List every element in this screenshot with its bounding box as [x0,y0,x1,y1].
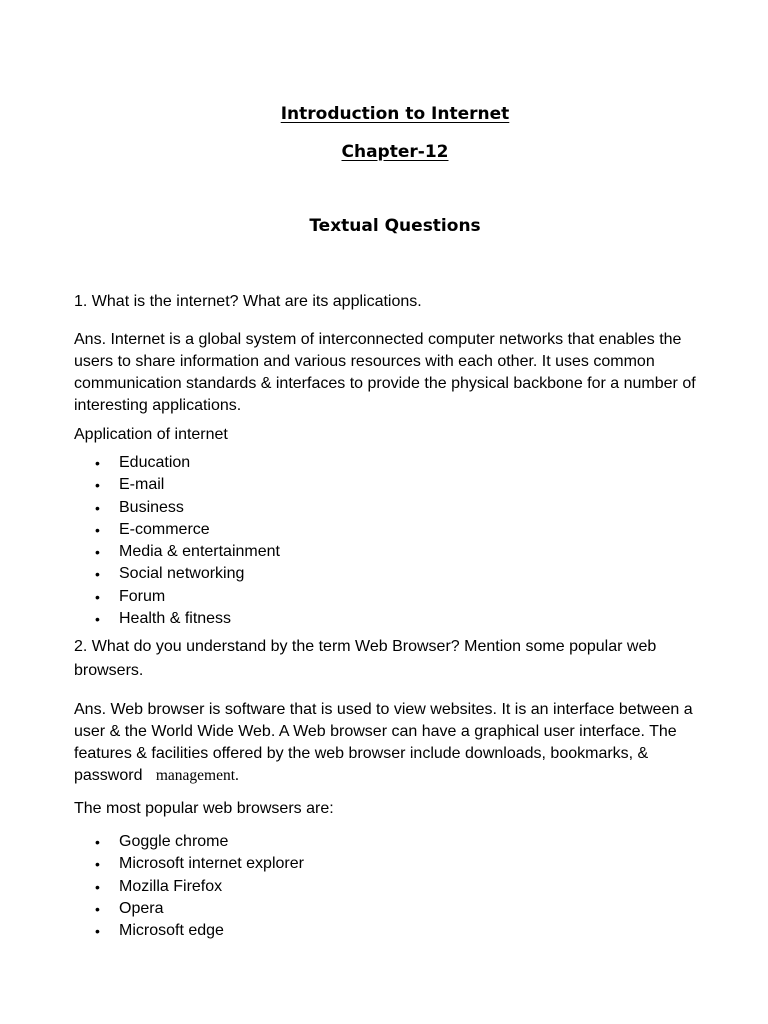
list-item-text: Microsoft internet explorer [119,855,304,873]
list-item-text: Opera [119,899,164,917]
answer-2-text: Ans. Web browser is software that is used to view websites. It is an interface between a user & the World Wide Web. A Web browser can have a graphical user interface. The features & facilities offered by the web browser include downloads, bookmarks, & password [74,701,693,784]
bullet-icon: • [95,588,100,605]
list-item [74,586,280,608]
list-item-text: Mozilla Firefox [119,877,223,895]
list-item [74,876,304,898]
answer-1: Ans. Internet is a global system of interconnected computer networks that enables the users to share information and various resources with each other. It uses common communication standards & interfaces to provide the physical backbone for a number of interesting applications. [74,331,696,414]
chapter-heading: Chapter-12 [341,142,449,162]
bullet-icon: • [95,900,100,917]
answer-2 [74,699,724,787]
bullet-icon: • [95,521,100,538]
list-item-text: E-mail [119,476,165,494]
bullet-icon: • [95,878,100,895]
list-item [74,541,280,563]
bullet-icon: • [95,499,100,516]
question-1: 1. What is the internet? What are its applications. [74,293,422,310]
list-item-text: Forum [119,587,166,605]
bullet-icon: • [95,834,100,850]
bullet-icon: • [95,477,100,494]
answer-2-tail: management. [155,767,239,784]
list-item [74,608,280,630]
browsers-list [74,831,304,942]
list-item [74,563,280,585]
list-item [74,898,304,920]
list-item [74,853,304,875]
bullet-icon: • [95,566,100,583]
list-item-text: E-commerce [119,520,210,538]
section-heading: Textual Questions [309,216,481,236]
list-item-text: Health & fitness [119,610,232,628]
list-item [74,831,304,853]
list-item [74,497,280,519]
list-item-text: Media & entertainment [119,543,280,561]
list-item [74,519,280,541]
question-2: 2. What do you understand by the term Web Browser? Mention some popular web browsers. [74,638,657,679]
list-item-text: Microsoft edge [119,922,224,940]
list-item [74,474,280,496]
list-item-text: Goggle chrome [119,833,229,850]
applications-list [74,452,280,630]
browsers-heading: The most popular web browsers are: [74,800,334,817]
list-item [74,452,280,474]
document-title: Introduction to Internet [280,104,510,124]
bullet-icon: • [95,544,100,561]
list-item [74,920,304,942]
list-item-text: Social networking [119,565,245,583]
list-item-text: Education [119,454,191,471]
bullet-icon: • [95,611,100,628]
bullet-icon: • [95,856,100,873]
list-item-text: Business [119,498,184,516]
bullet-icon: • [95,923,100,940]
bullet-icon: • [95,455,100,471]
applications-heading: Application of internet [74,426,228,443]
